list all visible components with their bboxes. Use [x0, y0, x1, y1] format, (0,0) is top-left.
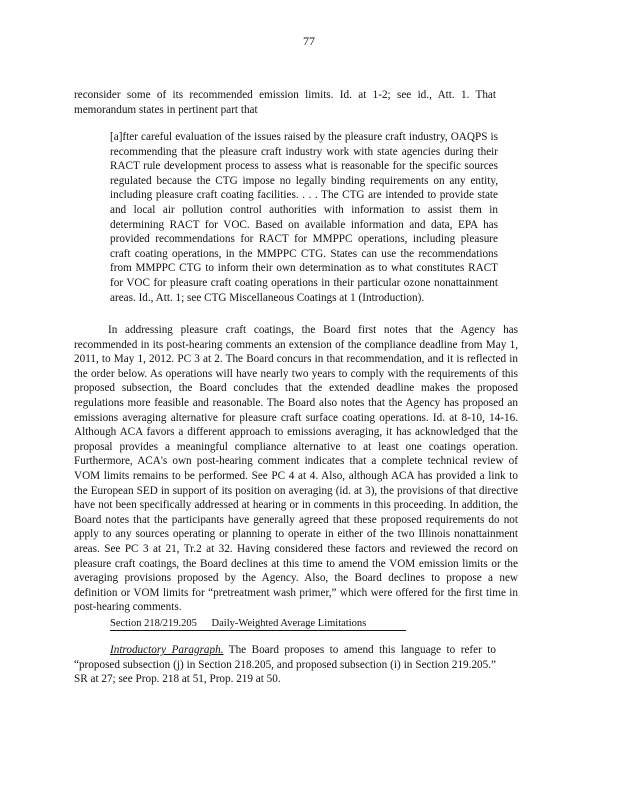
paragraph-pleasure-craft: In addressing pleasure craft coatings, the Board first notes that the Agency has recommended in its post-hearing comments an extension of the compliance deadline from May 1, 2011, to May 1, 2012. PC 3 at 2. The Board concurs in that recommendation, and it is reflected in the order below. As operations will have nearly two years to comply with the requirements of this proposed subsection, the Board concludes that the extended deadline makes the proposed regulations more feasible and reasonable. The Board also notes that the Agency has proposed an emissions averaging alternative for pleasure craft surface coating operations. Id. at 8-10, 14-16. Although ACA favors a different approach to emissions averaging, it has acknowledged that the proposal provides a meaningful compliance alternative to at least one coatings operation. Furthermore, ACA's own post-hearing comment indicates that a complete technical review of VOM limits remains to be performed. See PC 4 at 4. Also, although ACA has provided a link to the European SED in support of its position on averaging (id. at 3), the provisions of that directive have not been specifically addressed at hearing or in comments in this proceeding. In addition, the Board notes that the participants have generally agreed that these proposed requirements do not apply to any sources operating or planning to operate in either of the two Illinois nonattainment areas. See PC 3 at 21, Tr.2 at 32. Having considered these factors and reviewed the record on pleasure craft coatings, the Board declines at this time to amend the VOM emission limits or the averaging provisions proposed by the Agency. Also, the Board declines to propose a new definition or VOM limits for “pretreatment wash primer,” which were offered for the first time in post-hearing comments. — [74, 324, 518, 614]
section-title: Daily-Weighted Average Limitations — [211, 618, 367, 629]
page-number: 77 — [303, 34, 315, 48]
paragraph-lead: Introductory Paragraph. — [110, 644, 224, 656]
section-number: Section 218/219.205 — [110, 618, 197, 629]
section-heading — [110, 618, 406, 631]
paragraph-body: The Board proposes to amend this language to refer to “proposed subsection (j) in Section 218.205, and proposed subsection (i) in Section 219.205.” SR at 27; see Prop. 218 at 51, Prop. 219 at 50. — [74, 644, 496, 686]
paragraph-introductory — [74, 643, 496, 687]
paragraph-intro: reconsider some of its recommended emission limits. Id. at 1-2; see id., Att. 1. That memorandum states in pertinent part that — [74, 89, 496, 116]
block-quote: [a]fter careful evaluation of the issues raised by the pleasure craft industry, OAQPS is recommending that the pleasure craft industry work with state agencies during their RACT rule development process to assess what is reasonable for the specific sources regulated because the CTG impose no legally binding requirements on any entity, including pleasure craft coating facilities. . . . The CTG are intended to provide state and local air pollution control authorities with information to assist them in determining RACT for VOC. Based on available information and data, EPA has provided recommendations for RACT for MMPPC operations, including pleasure craft coating operations, in the MMPPC CTG. States can use the recommendations from MMPPC CTG to inform their own determination as to what constitutes RACT for VOC for pleasure craft coating operations in their particular ozone nonattainment areas. Id., Att. 1; see CTG Miscellaneous Coatings at 1 (Introduction). — [110, 131, 498, 304]
